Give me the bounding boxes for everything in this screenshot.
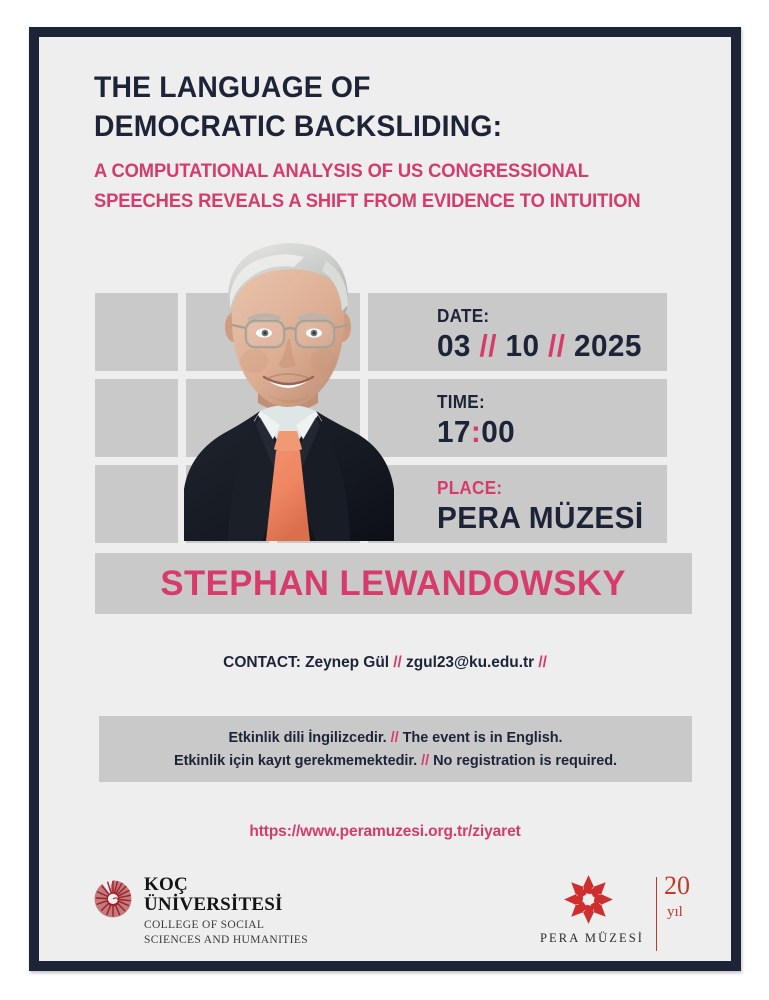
notice-line-1-tr: Etkinlik dili İngilizcedir. <box>228 729 387 746</box>
date-value <box>437 330 658 363</box>
time-minutes: 00 <box>481 414 516 449</box>
notice-line-2 <box>174 753 617 769</box>
anniversary-number: 20 <box>664 871 690 900</box>
pera-museum-star-icon <box>562 873 615 926</box>
title-line-1: THE LANGUAGE OF <box>94 71 371 104</box>
notice-box <box>99 716 692 782</box>
speaker-portrait-illustration <box>176 235 400 541</box>
time-label: TIME: <box>437 392 485 412</box>
koc-university-wordmark <box>144 875 308 948</box>
date-day: 03 <box>437 328 471 363</box>
poster-canvas <box>39 37 731 961</box>
place-label: PLACE: <box>437 478 503 498</box>
date-month: 10 <box>505 328 540 363</box>
speaker-name-band <box>95 553 692 614</box>
contact-email[interactable]: zgul23@ku.edu.tr <box>406 654 535 671</box>
date-separator-2: // <box>548 328 566 363</box>
contact-line <box>39 654 731 672</box>
pera-museum-logo <box>534 871 709 961</box>
tile <box>95 379 178 457</box>
notice-line-1-separator: // <box>390 729 399 746</box>
poster-frame-border <box>29 27 741 971</box>
date-label: DATE: <box>437 306 490 326</box>
contact-separator-2: // <box>538 654 547 671</box>
footer-logos <box>39 863 731 961</box>
koc-subtitle-line-1: COLLEGE OF SOCIAL <box>144 919 265 932</box>
notice-line-1-en: The event is in English. <box>402 729 563 746</box>
subtitle <box>94 157 714 216</box>
subtitle-line-2: SPEECHES REVEALS A SHIFT FROM EVIDENCE TO INTUITION <box>94 190 641 213</box>
website-url-link[interactable]: https://www.peramuzesi.org.tr/ziyaret <box>249 823 521 840</box>
tile <box>95 293 178 371</box>
logo-divider <box>656 877 657 951</box>
time-colon: : <box>470 414 482 449</box>
koc-university-logo <box>91 875 308 948</box>
anniversary-unit: yıl <box>667 904 683 920</box>
date-year: 2025 <box>574 328 642 363</box>
notice-line-2-separator: // <box>421 752 430 769</box>
date-separator-1: // <box>479 328 497 363</box>
pera-museum-wordmark: PERA MÜZESİ <box>540 931 645 945</box>
koc-name-line-2: ÜNİVERSİTESİ <box>144 893 283 915</box>
koc-university-shell-icon <box>91 876 135 920</box>
place-info-box <box>420 465 667 543</box>
subtitle-line-1: A COMPUTATIONAL ANALYSIS OF US CONGRESSIONAL <box>94 160 589 183</box>
speaker-photo <box>176 235 400 541</box>
koc-name-line-1: KOÇ <box>144 874 188 895</box>
page-title <box>94 68 714 217</box>
speaker-name: STEPHAN LEWANDOWSKY <box>160 563 627 603</box>
tile <box>95 465 178 543</box>
time-hours: 17 <box>437 414 471 449</box>
time-value <box>437 416 658 449</box>
notice-line-1 <box>228 730 562 746</box>
place-value: PERA MÜZESİ <box>437 500 644 535</box>
notice-line-2-en: No registration is required. <box>433 752 618 769</box>
contact-separator-1: // <box>393 654 402 671</box>
contact-prefix: CONTACT: Zeynep Gül <box>223 654 389 671</box>
time-info-box <box>420 379 667 457</box>
koc-subtitle-line-2: SCIENCES AND HUMANITIES <box>144 933 308 946</box>
date-info-box <box>420 293 667 371</box>
title-line-2: DEMOCRATIC BACKSLIDING: <box>94 110 503 144</box>
notice-line-2-tr: Etkinlik için kayıt gerekmemektedir. <box>173 752 418 769</box>
